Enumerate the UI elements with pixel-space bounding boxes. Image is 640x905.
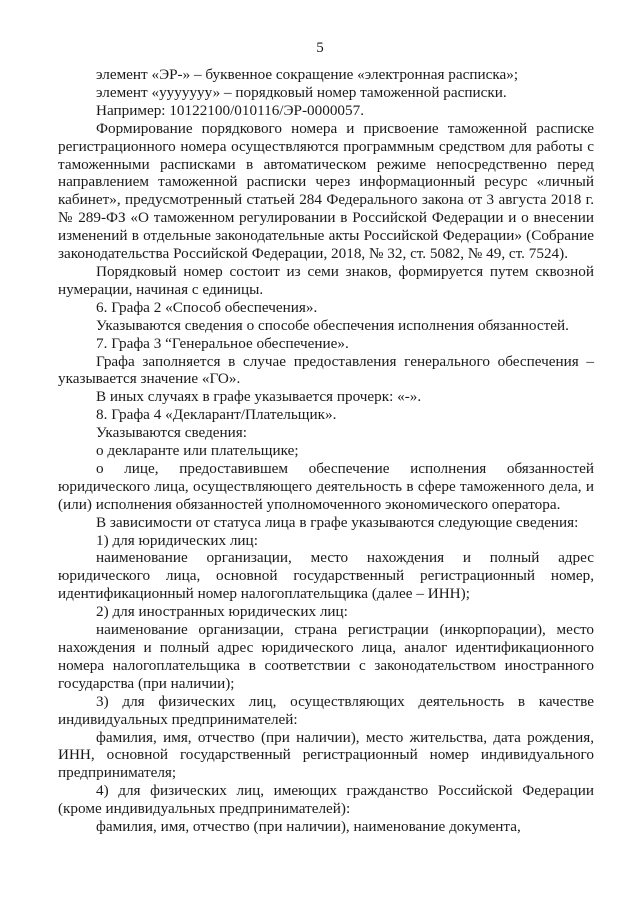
paragraph: Указываются сведения о способе обеспечения исполнения обязанностей.	[96, 316, 569, 334]
paragraph: о лице, предоставившем обеспечение исполнения обязанностей юридического лица, осуществляющего деятельность в сфере таможенного дела, и (или) исполнения обязанностей уполномоченного экономического оператора.	[58, 459, 594, 513]
paragraph: 7. Графа 3 “Генеральное обеспечение».	[96, 334, 349, 352]
paragraph: 2) для иностранных юридических лиц:	[96, 603, 348, 621]
paragraph: Указываются сведения:	[96, 424, 248, 442]
paragraph: фамилия, имя, отчество (при наличии), место жительства, дата рождения, ИНН, основной государственный регистрационный номер индивидуального предпринимателя;	[58, 728, 594, 782]
paragraph: о декларанте или плательщике;	[96, 442, 299, 460]
paragraph: наименование организации, место нахождения и полный адрес юридического лица, основной государственный регистрационный номер, идентификационный номер налогоплательщика (далее – ИНН);	[58, 549, 594, 603]
paragraph: 8. Графа 4 «Декларант/Плательщик».	[96, 406, 337, 424]
paragraph: 4) для физических лиц, имеющих гражданство Российской Федерации (кроме индивидуальных предпринимателей):	[58, 782, 594, 818]
document-body	[58, 66, 594, 836]
paragraph: элемент «ЭР-» – буквенное сокращение «электронная расписка»;	[96, 66, 519, 83]
paragraph: фамилия, имя, отчество (при наличии), наименование документа,	[96, 818, 521, 836]
paragraph: Формирование порядкового номера и присвоение таможенной расписке регистрационного номера осуществляются программным средством для работы с таможенными расписками в автоматическом режиме непосредственно перед направлением таможенной расписки через информационный ресурс «личный кабинет», предусмотренный статьей 284 Федерального закона от 3 августа 2018 г. № 289-ФЗ «О таможенном регулировании в Российской Федерации и о внесении изменений в отдельные законодательные акты Российской Федерации» (Собрание законодательства Российской Федерации, 2018, № 32, ст. 5082, № 49, ст. 7524).	[58, 119, 594, 263]
paragraph: В иных случаях в графе указывается прочерк: «-».	[96, 388, 422, 406]
paragraph: Например: 10122100/010116/ЭР-0000057.	[96, 101, 364, 119]
paragraph: 6. Графа 2 «Способ обеспечения».	[96, 298, 318, 316]
paragraph: элемент «ууууууу» – порядковый номер таможенной расписки.	[96, 83, 507, 101]
paragraph: 3) для физических лиц, осуществляющих деятельность в качестве индивидуальных предпринимателей:	[58, 692, 594, 728]
paragraph: 1) для юридических лиц:	[96, 531, 258, 549]
paragraph: Порядковый номер состоит из семи знаков, формируется путем сквозной нумерации, начиная с единицы.	[58, 262, 594, 298]
paragraph: Графа заполняется в случае предоставления генерального обеспечения – указывается значение «ГО».	[58, 352, 594, 388]
page-number: 5	[316, 40, 324, 56]
paragraph: В зависимости от статуса лица в графе указываются следующие сведения:	[96, 513, 579, 531]
paragraph: наименование организации, страна регистрации (инкорпорации), место нахождения и полный адрес юридического лица, аналог идентификационного номера налогоплательщика в соответствии с законодательством иностранного государства (при наличии);	[58, 621, 594, 692]
